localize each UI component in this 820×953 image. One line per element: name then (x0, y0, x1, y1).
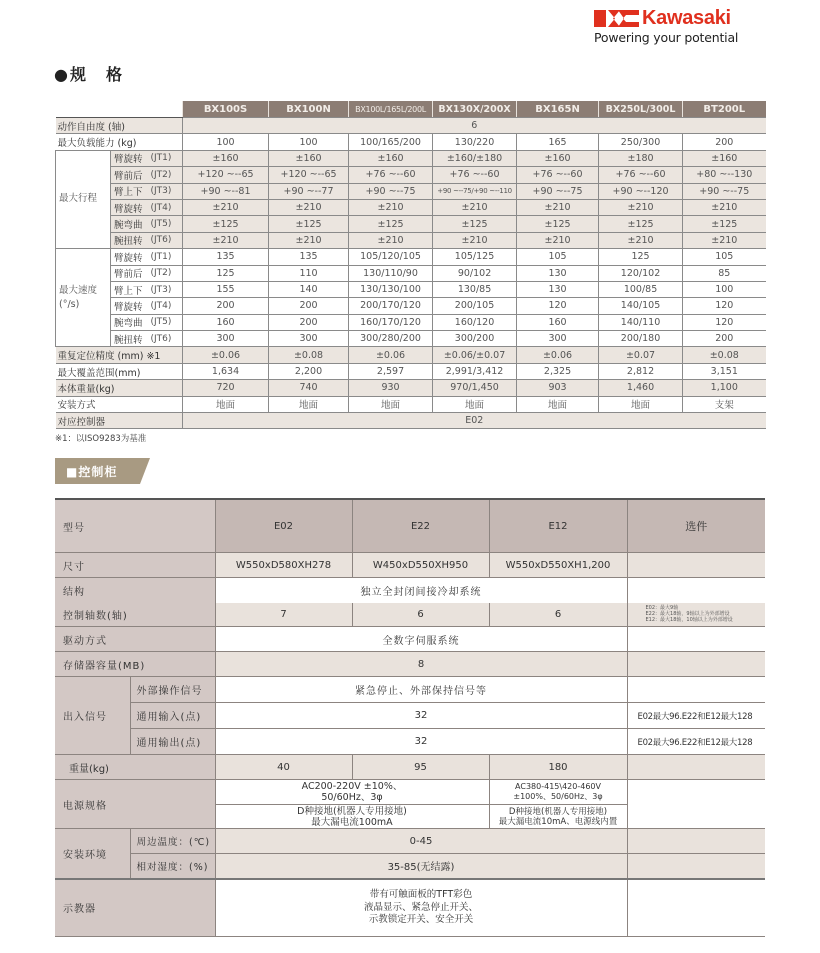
stroke-value: +90 ~--75 (683, 183, 766, 199)
stroke-value: ±210 (269, 199, 349, 215)
mounting-row-value: 地面 (433, 396, 517, 412)
speed-joint-axis: (JT4) (151, 298, 183, 314)
reach-row-value: 2,597 (349, 363, 433, 379)
speed-row (56, 281, 766, 297)
speed-value: 300/200 (433, 331, 517, 347)
controller-model: E02 (215, 499, 352, 553)
io-input-row (55, 703, 765, 729)
io-input-option: E02最大96.E22和E12最大128 (627, 703, 765, 729)
speed-joint-name: 臂旋转 (111, 249, 151, 265)
temperature-label: 周边温度：(℃) (130, 829, 215, 854)
speed-group-label (56, 249, 111, 347)
stroke-value: +76 ~--60 (517, 167, 599, 183)
stroke-value: ±125 (683, 216, 766, 232)
structure-label: 结构 (55, 578, 215, 603)
pendant-label: 示教器 (55, 879, 215, 937)
mounting-row (56, 396, 766, 412)
reach-row-label: 最大覆盖范围(mm) (56, 363, 183, 379)
payload-row-label: 最大负载能力 (kg) (56, 134, 183, 150)
structure-row (55, 578, 765, 603)
stroke-value: ±160 (349, 150, 433, 166)
speed-value: 85 (683, 265, 766, 281)
dimensions-row (55, 553, 765, 578)
stroke-value: ±210 (433, 232, 517, 248)
stroke-row (56, 216, 766, 232)
stroke-value: ±125 (433, 216, 517, 232)
pendant-line: 液晶显示、紧急停止开关、 (363, 901, 478, 913)
pendant-option (627, 879, 765, 937)
stroke-value: ±160 (683, 150, 766, 166)
speed-value: 90/102 (433, 265, 517, 281)
controller-model: E12 (489, 499, 627, 553)
payload-row-value: 200 (683, 134, 766, 150)
speed-row (56, 314, 766, 330)
mass-row-value: 720 (183, 380, 269, 396)
payload-row-value: 130/220 (433, 134, 517, 150)
payload-row-value: 100 (183, 134, 269, 150)
stroke-joint-name: 腕扭转 (111, 232, 151, 248)
stroke-value: ±210 (599, 199, 683, 215)
model-header: BX100N (269, 101, 349, 118)
power-ground-e02-e22 (215, 805, 489, 829)
memory-option (627, 652, 765, 677)
io-input-value: 32 (215, 703, 627, 729)
speed-value: 120/102 (599, 265, 683, 281)
power-line: D种接地(机器人专用接地) (297, 805, 407, 817)
drive-label: 驱动方式 (55, 627, 215, 652)
power-voltage-e02-e22 (215, 780, 489, 805)
axes-option-line: E22：最大18轴，9轴以上为外部增设 (645, 611, 730, 618)
stroke-joint-axis: (JT3) (151, 183, 183, 199)
stroke-joint-axis: (JT1) (151, 150, 183, 166)
env-temperature-row (55, 829, 765, 854)
stroke-value: ±160/±180 (433, 150, 517, 166)
speed-value: 120 (517, 298, 599, 314)
power-line: 最大漏电流10mA、电源线内置 (498, 816, 618, 827)
pendant-line: 示教锁定开关、安全开关 (368, 914, 474, 925)
mass-row-value: 1,460 (599, 380, 683, 396)
mounting-row-value: 支架 (683, 396, 766, 412)
robot-spec-table (55, 101, 766, 429)
speed-joint-axis: (JT5) (151, 314, 183, 330)
stroke-value: ±210 (349, 199, 433, 215)
speed-value: 105 (683, 249, 766, 265)
speed-value: 130/85 (433, 281, 517, 297)
speed-value: 125 (599, 249, 683, 265)
power-line: 50/60Hz、3φ (321, 792, 383, 803)
speed-value: 100 (683, 281, 766, 297)
speed-joint-axis: (JT6) (151, 331, 183, 347)
stroke-value: ±210 (183, 232, 269, 248)
stroke-value: +80 ~--130 (683, 167, 766, 183)
axes-option-note (627, 603, 765, 627)
payload-row-value: 100 (269, 134, 349, 150)
mounting-row-value: 地面 (517, 396, 599, 412)
speed-value: 160/170/120 (349, 314, 433, 330)
speed-value: 200/180 (599, 331, 683, 347)
model-label: 型号 (55, 499, 215, 553)
stroke-joint-name: 臂旋转 (111, 199, 151, 215)
speed-value: 140 (269, 281, 349, 297)
speed-row (56, 331, 766, 347)
speed-value: 200 (269, 314, 349, 330)
brand-tagline: Powering your potential (594, 30, 739, 45)
reach-row-value: 3,151 (683, 363, 766, 379)
structure-option (627, 578, 765, 603)
speed-row (56, 249, 766, 265)
repeatability-row-value: ±0.07 (599, 347, 683, 363)
repeatability-row-value: ±0.06 (517, 347, 599, 363)
speed-value: 160 (517, 314, 599, 330)
kawasaki-logo (594, 8, 766, 48)
io-output-row (55, 729, 765, 755)
speed-value: 200/170/120 (349, 298, 433, 314)
speed-value: 200/105 (433, 298, 517, 314)
dimensions-value: W550xD550XH1,200 (489, 553, 627, 578)
drive-value: 全数字伺服系统 (215, 627, 627, 652)
pendant-line: 带有可触面板的TFT彩色 (369, 889, 473, 900)
repeatability-row-value: ±0.06 (183, 347, 269, 363)
axes-value: 6 (489, 603, 627, 627)
reach-row (56, 363, 766, 379)
stroke-value: +120 ~--65 (183, 167, 269, 183)
stroke-value: ±180 (599, 150, 683, 166)
stroke-joint-name: 臂前后 (111, 167, 151, 183)
io-external-value: 紧急停止、外部保持信号等 (215, 677, 627, 703)
stroke-group-label: 最大行程 (56, 150, 111, 248)
dof-row (56, 118, 766, 134)
weight-value: 40 (215, 755, 352, 780)
stroke-value: ±125 (517, 216, 599, 232)
model-header: BX100S (183, 101, 269, 118)
speed-value: 300/280/200 (349, 331, 433, 347)
speed-value: 135 (183, 249, 269, 265)
stroke-value: ±210 (517, 232, 599, 248)
speed-value: 300 (183, 331, 269, 347)
stroke-value: +76 ~--60 (599, 167, 683, 183)
repeatability-row-value: ±0.08 (683, 347, 766, 363)
model-header: BX100L/165L/200L (349, 101, 433, 118)
mounting-row-value: 地面 (183, 396, 269, 412)
stroke-joint-axis: (JT5) (151, 216, 183, 232)
dimensions-value: W450xD550XH950 (352, 553, 489, 578)
speed-value: 140/105 (599, 298, 683, 314)
speed-value: 200 (269, 298, 349, 314)
dimensions-value: W550xD580XH278 (215, 553, 352, 578)
speed-joint-axis: (JT2) (151, 265, 183, 281)
stroke-value: ±160 (517, 150, 599, 166)
mass-row-label: 本体重量(kg) (56, 380, 183, 396)
speed-joint-name: 臂上下 (111, 281, 151, 297)
spec-header-blank (56, 101, 183, 118)
reach-row-value: 1,634 (183, 363, 269, 379)
repeatability-row (56, 347, 766, 363)
model-header: BX250L/300L (599, 101, 683, 118)
stroke-value: ±210 (683, 232, 766, 248)
speed-value: 130/110/90 (349, 265, 433, 281)
payload-row (56, 134, 766, 150)
power-ground-e12 (489, 805, 627, 829)
axes-value: 7 (215, 603, 352, 627)
spec-header-row (56, 101, 766, 118)
power-voltage-row (55, 780, 765, 805)
controller-row (56, 413, 766, 429)
speed-value: 105/120/105 (349, 249, 433, 265)
pendant-value (215, 879, 627, 937)
reach-row-value: 2,325 (517, 363, 599, 379)
humidity-option (627, 854, 765, 879)
io-input-label: 通用输入(点) (130, 703, 215, 729)
dimensions-option (627, 553, 765, 578)
humidity-label: 相对湿度：(%) (130, 854, 215, 879)
speed-value: 160/120 (433, 314, 517, 330)
power-label: 电源规格 (55, 780, 215, 829)
stroke-value: ±160 (269, 150, 349, 166)
stroke-joint-axis: (JT4) (151, 199, 183, 215)
env-humidity-row (55, 854, 765, 879)
speed-unit-text: (°/s) (59, 298, 80, 310)
speed-value: 105 (517, 249, 599, 265)
speed-value: 120 (683, 298, 766, 314)
mounting-row-value: 地面 (349, 396, 433, 412)
drive-row (55, 627, 765, 652)
stroke-value: ±210 (269, 232, 349, 248)
axes-row (55, 603, 765, 627)
weight-value: 95 (352, 755, 489, 780)
io-output-option: E02最大96.E22和E12最大128 (627, 729, 765, 755)
stroke-value: ±125 (349, 216, 433, 232)
repeatability-row-label: 重复定位精度 (mm) ※1 (56, 347, 183, 363)
kawasaki-river-mark-icon (594, 10, 639, 27)
power-line: AC200-220V ±10%、 (301, 781, 403, 792)
spec-section-title: ●规 格 (54, 65, 124, 84)
stroke-joint-axis: (JT6) (151, 232, 183, 248)
speed-joint-name: 臂前后 (111, 265, 151, 281)
power-line: AC380-415\420-460V (515, 782, 601, 791)
speed-row (56, 265, 766, 281)
mass-row-value: 740 (269, 380, 349, 396)
controller-header-row (55, 499, 765, 553)
speed-value: 130 (517, 265, 599, 281)
speed-joint-axis: (JT1) (151, 249, 183, 265)
power-line: 最大漏电流100mA (311, 816, 393, 828)
dof-label: 动作自由度 (轴) (56, 118, 183, 134)
controller-label: 对应控制器 (56, 413, 183, 429)
reach-row-value: 2,812 (599, 363, 683, 379)
stroke-row (56, 183, 766, 199)
speed-value: 200 (183, 298, 269, 314)
axes-option-line: E02：最大9轴 (645, 605, 679, 612)
stroke-value: +76 ~--60 (349, 167, 433, 183)
speed-value: 155 (183, 281, 269, 297)
power-line: D种接地(机器人专用接地) (508, 806, 608, 817)
speed-label-text: 最大速度 (59, 284, 98, 296)
controller-model: E22 (352, 499, 489, 553)
stroke-value: +120 ~--65 (269, 167, 349, 183)
power-line: ±100%、50/60Hz、3φ (513, 792, 603, 801)
stroke-row (56, 150, 766, 166)
axes-label: 控制轴数(轴) (55, 603, 215, 627)
axes-value: 6 (352, 603, 489, 627)
pendant-row (55, 879, 765, 937)
speed-value: 140/110 (599, 314, 683, 330)
stroke-value: +90 ~--75 (349, 183, 433, 199)
speed-value: 110 (269, 265, 349, 281)
io-external-row (55, 677, 765, 703)
speed-joint-axis: (JT3) (151, 281, 183, 297)
memory-row (55, 652, 765, 677)
spec-footnote: ※1：以ISO9283为基准 (55, 434, 147, 444)
environment-label: 安装环境 (55, 829, 130, 879)
stroke-value: ±160 (183, 150, 269, 166)
speed-value: 105/125 (433, 249, 517, 265)
power-voltage-e12 (489, 780, 627, 805)
mounting-row-label: 安装方式 (56, 396, 183, 412)
speed-value: 160 (183, 314, 269, 330)
humidity-value: 35-85(无结露) (215, 854, 627, 879)
stroke-value: ±210 (599, 232, 683, 248)
model-header: BX165N (517, 101, 599, 118)
stroke-value: ±125 (183, 216, 269, 232)
stroke-value: +90 ~--81 (183, 183, 269, 199)
speed-value: 300 (269, 331, 349, 347)
weight-label: 重量(kg) (55, 755, 215, 780)
payload-row-value: 250/300 (599, 134, 683, 150)
stroke-value: ±210 (683, 199, 766, 215)
axes-option-line: E12：最大18轴，10轴以上为外部增设 (645, 617, 733, 624)
stroke-value: +90 ~--120 (599, 183, 683, 199)
weight-value: 180 (489, 755, 627, 780)
model-header: BX130X/200X (433, 101, 517, 118)
options-header: 选件 (627, 499, 765, 553)
repeatability-row-value: ±0.06 (349, 347, 433, 363)
payload-row-value: 165 (517, 134, 599, 150)
stroke-joint-axis: (JT2) (151, 167, 183, 183)
speed-joint-name: 腕扭转 (111, 331, 151, 347)
reach-row-value: 2,200 (269, 363, 349, 379)
weight-row (55, 755, 765, 780)
mounting-row-value: 地面 (599, 396, 683, 412)
stroke-joint-name: 臂上下 (111, 183, 151, 199)
stroke-row (56, 167, 766, 183)
mass-row-value: 930 (349, 380, 433, 396)
controller-section-title: ■控制柜 (66, 465, 118, 479)
drive-option (627, 627, 765, 652)
speed-value: 120 (683, 314, 766, 330)
speed-joint-name: 腕弯曲 (111, 314, 151, 330)
reach-row-value: 2,991/3,412 (433, 363, 517, 379)
mounting-row-value: 地面 (269, 396, 349, 412)
payload-row-value: 100/165/200 (349, 134, 433, 150)
stroke-value: +90 ~--77 (269, 183, 349, 199)
stroke-value: ±125 (269, 216, 349, 232)
stroke-value: +90 ~--75 (517, 183, 599, 199)
stroke-value: ±210 (517, 199, 599, 215)
speed-value: 100/85 (599, 281, 683, 297)
repeatability-row-value: ±0.08 (269, 347, 349, 363)
memory-label: 存储器容量(MB) (55, 652, 215, 677)
structure-value: 独立全封闭间接冷却系统 (215, 578, 627, 603)
io-external-label: 外部操作信号 (130, 677, 215, 703)
temperature-option (627, 829, 765, 854)
temperature-value: 0-45 (215, 829, 627, 854)
speed-value: 200 (683, 331, 766, 347)
mass-row-value: 1,100 (683, 380, 766, 396)
model-header: BT200L (683, 101, 766, 118)
stroke-value: +90 ~--75/+90 ~--110 (433, 183, 517, 199)
controller-value: E02 (183, 413, 766, 429)
io-output-label: 通用输出(点) (130, 729, 215, 755)
brand-name: Kawasaki (642, 7, 731, 29)
io-label: 出入信号 (55, 677, 130, 755)
speed-value: 130/130/100 (349, 281, 433, 297)
speed-value: 130 (517, 281, 599, 297)
stroke-joint-name: 臂旋转 (111, 150, 151, 166)
mass-row-value: 970/1,450 (433, 380, 517, 396)
stroke-value: +76 ~--60 (433, 167, 517, 183)
stroke-value: ±125 (599, 216, 683, 232)
speed-row (56, 298, 766, 314)
weight-option (627, 755, 765, 780)
mass-row (56, 380, 766, 396)
stroke-row (56, 232, 766, 248)
power-option (627, 780, 765, 829)
stroke-joint-name: 腕弯曲 (111, 216, 151, 232)
io-output-value: 32 (215, 729, 627, 755)
mass-row-value: 903 (517, 380, 599, 396)
speed-value: 125 (183, 265, 269, 281)
io-external-option (627, 677, 765, 703)
stroke-value: ±210 (349, 232, 433, 248)
dof-value: 6 (183, 118, 766, 134)
stroke-row (56, 199, 766, 215)
speed-value: 300 (517, 331, 599, 347)
stroke-value: ±210 (433, 199, 517, 215)
dimensions-label: 尺寸 (55, 553, 215, 578)
speed-value: 135 (269, 249, 349, 265)
speed-joint-name: 臂旋转 (111, 298, 151, 314)
controller-spec-table (55, 498, 765, 937)
repeatability-row-value: ±0.06/±0.07 (433, 347, 517, 363)
stroke-value: ±210 (183, 199, 269, 215)
memory-value: 8 (215, 652, 627, 677)
